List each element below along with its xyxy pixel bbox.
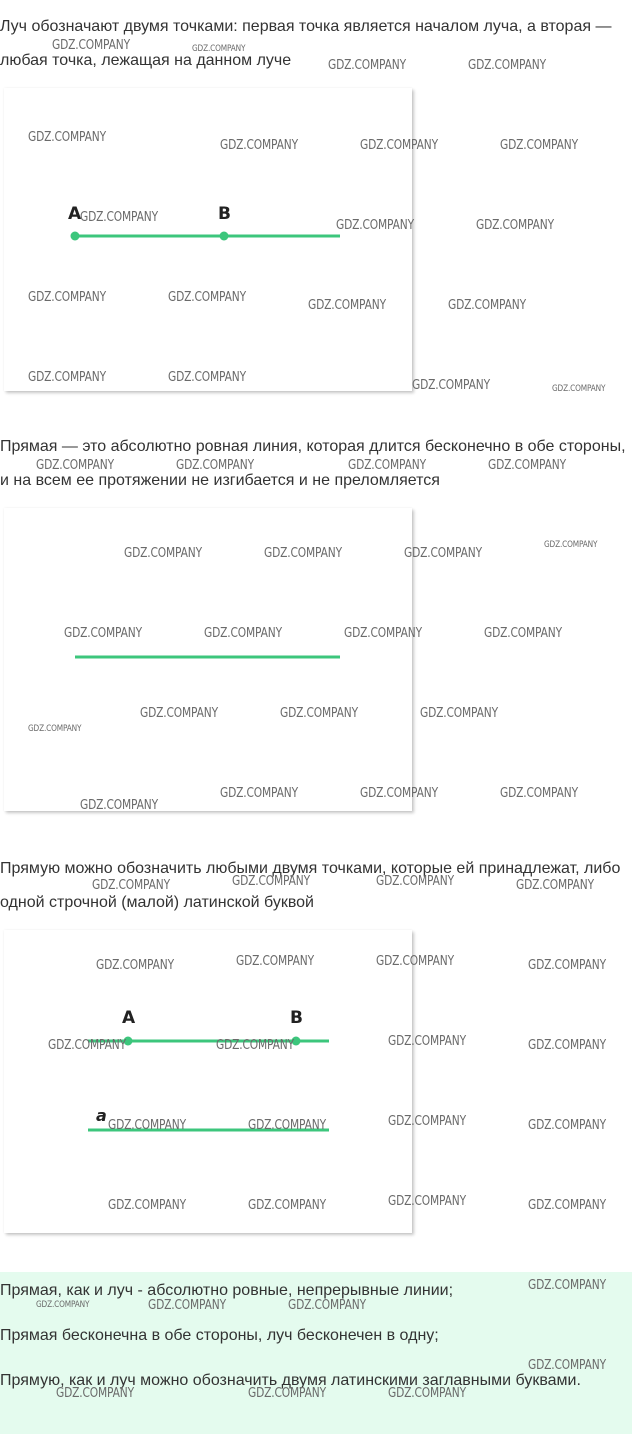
watermark: GDZ.COMPANY xyxy=(36,1300,90,1310)
line-point-a xyxy=(124,1037,133,1046)
watermark: GDZ.COMPANY xyxy=(528,1358,606,1373)
watermark: GDZ.COMPANY xyxy=(168,370,246,385)
summary-line-3: Прямую, как и луч можно обозначить двумя латинскими заглавными буквами. xyxy=(0,1372,581,1389)
line-definition-text: Прямая — это абсолютно ровная линия, которая длится бесконечно в обе стороны, и на всем ее протяжении не изгибается и не преломляется xyxy=(0,438,626,489)
watermark: GDZ.COMPANY xyxy=(92,878,170,893)
watermark: GDZ.COMPANY xyxy=(280,706,358,721)
watermark: GDZ.COMPANY xyxy=(64,626,142,641)
watermark: GDZ.COMPANY xyxy=(96,958,174,973)
ray-label-b: B xyxy=(218,204,231,224)
watermark: GDZ.COMPANY xyxy=(176,458,254,473)
line-naming-figure-card xyxy=(4,930,412,1233)
watermark: GDZ.COMPANY xyxy=(80,798,158,813)
watermark: GDZ.COMPANY xyxy=(552,384,606,394)
watermark: GDZ.COMPANY xyxy=(336,218,414,233)
line-point-b xyxy=(292,1037,301,1046)
watermark: GDZ.COMPANY xyxy=(376,954,454,969)
watermark: GDZ.COMPANY xyxy=(328,58,406,73)
watermark: GDZ.COMPANY xyxy=(108,1118,186,1133)
line-figure xyxy=(4,508,412,811)
watermark: GDZ.COMPANY xyxy=(36,458,114,473)
watermark: GDZ.COMPANY xyxy=(528,1038,606,1053)
ray-figure-card xyxy=(4,88,412,391)
watermark: GDZ.COMPANY xyxy=(216,1038,294,1053)
watermark: GDZ.COMPANY xyxy=(236,954,314,969)
watermark: GDZ.COMPANY xyxy=(344,626,422,641)
watermark: GDZ.COMPANY xyxy=(376,874,454,889)
watermark: GDZ.COMPANY xyxy=(528,958,606,973)
ray-definition-text: Луч обозначают двумя точками: первая точка является началом луча, а вторая — любая точка, лежащая на данном луче xyxy=(0,18,612,69)
watermark: GDZ.COMPANY xyxy=(140,706,218,721)
watermark: GDZ.COMPANY xyxy=(124,546,202,561)
watermark: GDZ.COMPANY xyxy=(80,210,158,225)
watermark: GDZ.COMPANY xyxy=(360,138,438,153)
watermark: GDZ.COMPANY xyxy=(28,370,106,385)
watermark: GDZ.COMPANY xyxy=(52,38,130,53)
line-label-a: A xyxy=(122,1008,136,1028)
watermark: GDZ.COMPANY xyxy=(220,786,298,801)
watermark: GDZ.COMPANY xyxy=(192,44,246,54)
watermark: GDZ.COMPANY xyxy=(404,546,482,561)
ray-figure xyxy=(4,88,412,391)
watermark: GDZ.COMPANY xyxy=(48,1038,126,1053)
watermark: GDZ.COMPANY xyxy=(264,546,342,561)
line-label-lowercase-a: a xyxy=(96,1106,107,1125)
line-figure-card xyxy=(4,508,412,811)
watermark: GDZ.COMPANY xyxy=(360,786,438,801)
watermark: GDZ.COMPANY xyxy=(28,290,106,305)
watermark: GDZ.COMPANY xyxy=(108,1198,186,1213)
watermark: GDZ.COMPANY xyxy=(28,130,106,145)
watermark: GDZ.COMPANY xyxy=(412,378,490,393)
watermark: GDZ.COMPANY xyxy=(204,626,282,641)
watermark: GDZ.COMPANY xyxy=(516,878,594,893)
watermark: GDZ.COMPANY xyxy=(148,1298,226,1313)
watermark: GDZ.COMPANY xyxy=(232,874,310,889)
watermark: GDZ.COMPANY xyxy=(448,298,526,313)
watermark: GDZ.COMPANY xyxy=(56,1386,134,1401)
watermark: GDZ.COMPANY xyxy=(476,218,554,233)
watermark: GDZ.COMPANY xyxy=(288,1298,366,1313)
watermark: GDZ.COMPANY xyxy=(500,138,578,153)
watermark: GDZ.COMPANY xyxy=(528,1198,606,1213)
watermark: GDZ.COMPANY xyxy=(488,458,566,473)
watermark: GDZ.COMPANY xyxy=(248,1386,326,1401)
watermark: GDZ.COMPANY xyxy=(248,1198,326,1213)
line-naming-text: Прямую можно обозначить любыми двумя точками, которые ей принадлежат, либо одной строчной (малой) латинской буквой xyxy=(0,860,621,911)
summary-line-1: Прямая, как и луч - абсолютно ровные, непрерывные линии; xyxy=(0,1282,454,1299)
watermark: GDZ.COMPANY xyxy=(500,786,578,801)
watermark: GDZ.COMPANY xyxy=(168,290,246,305)
watermark: GDZ.COMPANY xyxy=(388,1034,466,1049)
watermark: GDZ.COMPANY xyxy=(388,1386,466,1401)
line-naming-figure xyxy=(4,930,412,1233)
watermark: GDZ.COMPANY xyxy=(388,1194,466,1209)
watermark: GDZ.COMPANY xyxy=(528,1118,606,1133)
watermark: GDZ.COMPANY xyxy=(528,1278,606,1293)
watermark: GDZ.COMPANY xyxy=(484,626,562,641)
line-label-b: B xyxy=(290,1008,303,1028)
watermark: GDZ.COMPANY xyxy=(348,458,426,473)
ray-label-a: A xyxy=(68,204,82,224)
watermark: GDZ.COMPANY xyxy=(28,724,82,734)
watermark: GDZ.COMPANY xyxy=(468,58,546,73)
ray-point-a xyxy=(71,232,80,241)
watermark: GDZ.COMPANY xyxy=(420,706,498,721)
watermark: GDZ.COMPANY xyxy=(248,1118,326,1133)
watermark: GDZ.COMPANY xyxy=(220,138,298,153)
watermark: GDZ.COMPANY xyxy=(308,298,386,313)
summary-line-2: Прямая бесконечна в обе стороны, луч бесконечен в одну; xyxy=(0,1327,439,1344)
watermark: GDZ.COMPANY xyxy=(544,540,598,550)
watermark: GDZ.COMPANY xyxy=(388,1114,466,1129)
ray-point-b xyxy=(220,232,229,241)
summary-box xyxy=(0,1272,632,1434)
